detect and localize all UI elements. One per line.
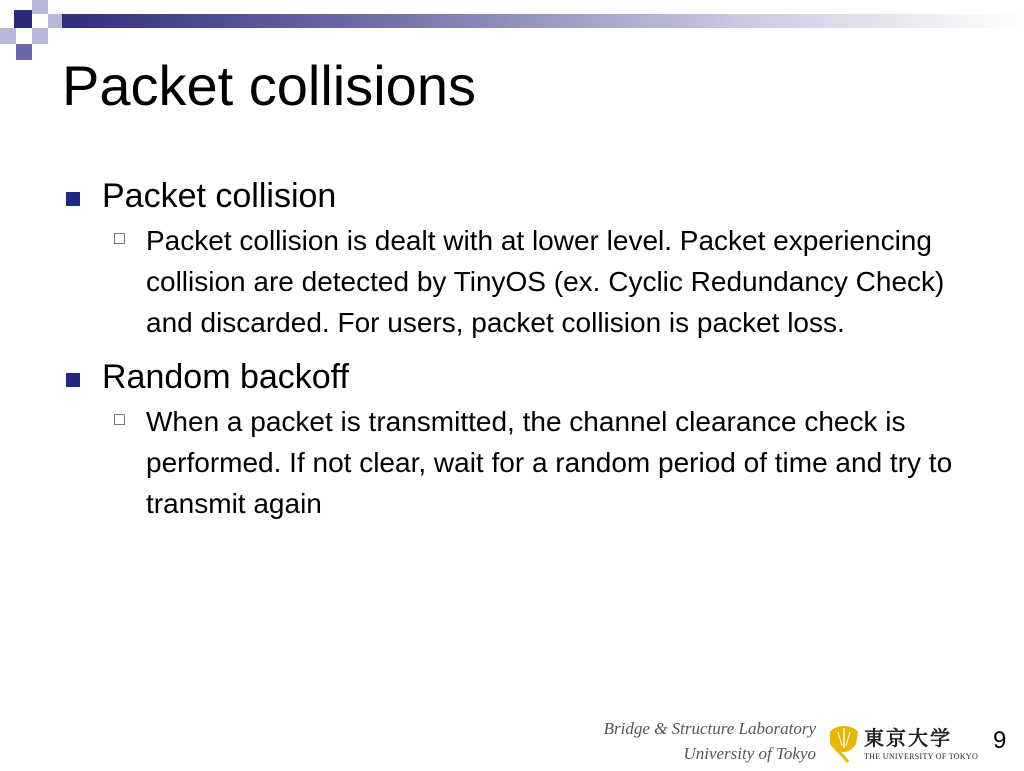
university-logo (826, 722, 979, 766)
deco-square (32, 0, 48, 14)
footer-lab-name (604, 716, 816, 766)
logo-text-japanese: 東京大学 (864, 726, 952, 750)
logo-text-english: THE UNIVERSITY OF TOKYO (864, 752, 979, 761)
slide-content (62, 172, 962, 534)
bullet-item (62, 172, 962, 220)
hollow-square-bullet-icon: □ (114, 228, 125, 248)
header-gradient-bar (62, 14, 1024, 28)
square-bullet-icon (66, 373, 80, 387)
bullet-text: Random backoff (102, 358, 349, 396)
deco-square (16, 44, 32, 60)
sub-bullet-text: Packet collision is dealt with at lower level. Packet experiencing collision are detected by TinyOS (ex. Cyclic Redundancy Check) and discarded. For users, packet collision is packet loss. (146, 225, 945, 338)
deco-square (32, 28, 48, 44)
deco-square (14, 10, 32, 28)
page-number: 9 (993, 727, 1007, 754)
ginkgo-leaf-icon (826, 722, 862, 766)
slide-title: Packet collisions (62, 54, 476, 117)
sub-bullet-item (62, 401, 962, 524)
hollow-square-bullet-icon: □ (114, 409, 125, 429)
square-bullet-icon (66, 192, 80, 206)
bullet-text: Packet collision (102, 177, 337, 215)
sub-bullet-text: When a packet is transmitted, the channel clearance check is performed. If not clear, wait for a random period of time and try to transmit again (146, 406, 953, 519)
footer-lab-line1: Bridge & Structure Laboratory (603, 719, 816, 738)
deco-square (0, 28, 16, 44)
footer-lab-line2: University of Tokyo (683, 744, 816, 763)
bullet-item (62, 353, 962, 401)
sub-bullet-item (62, 220, 962, 343)
